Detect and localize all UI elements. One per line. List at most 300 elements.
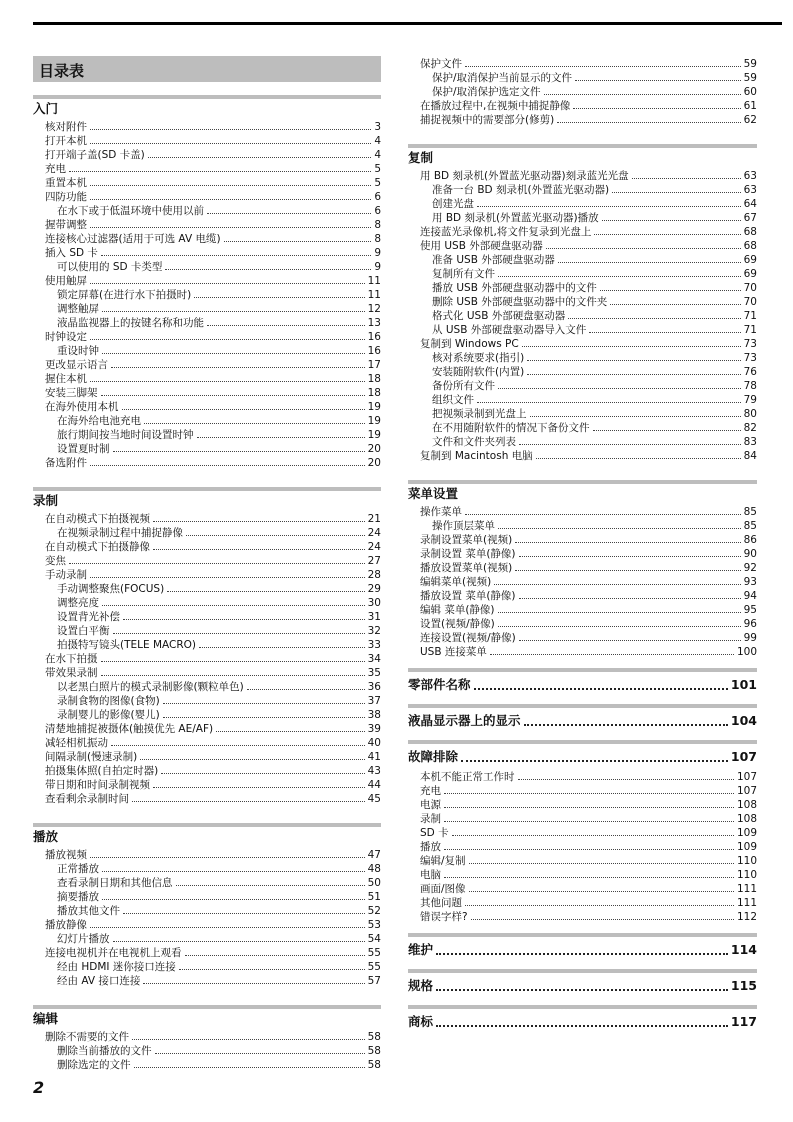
toc-entry-page: 61 — [743, 100, 757, 112]
toc-entry[interactable] — [33, 1058, 381, 1072]
toc-entry[interactable] — [33, 708, 381, 722]
section-title[interactable] — [408, 747, 757, 767]
toc-entry[interactable] — [408, 85, 757, 99]
toc-entry-label: 查看剩余录制时间 — [45, 793, 129, 805]
toc-entry[interactable] — [408, 183, 757, 197]
toc-entry-label: 复制到 Macintosh 电脑 — [420, 450, 533, 462]
toc-entry-page: 86 — [743, 534, 757, 546]
dot-leader — [163, 703, 365, 704]
toc-entry[interactable] — [408, 393, 757, 407]
toc-entry[interactable] — [408, 854, 757, 868]
page-number: 2 — [33, 1078, 45, 1097]
toc-entry[interactable] — [33, 134, 381, 148]
toc-entry-label: 录制 — [420, 813, 441, 825]
toc-entry[interactable] — [33, 246, 381, 260]
toc-entry[interactable] — [408, 295, 757, 309]
toc-entry[interactable] — [408, 239, 757, 253]
dot-leader — [519, 444, 741, 445]
dot-leader — [148, 157, 372, 158]
dot-leader — [207, 213, 371, 214]
dot-leader — [102, 353, 365, 354]
toc-entry[interactable] — [408, 379, 757, 393]
toc-entry[interactable] — [33, 456, 381, 470]
toc-entry-label: 保护/取消保护选定文件 — [432, 86, 541, 98]
toc-entry-label: 备选附件 — [45, 457, 87, 469]
toc-entry-label: 用 BD 刻录机(外置蓝光驱动器)刻录蓝光光盘 — [420, 170, 629, 182]
dot-leader — [557, 122, 740, 123]
toc-entry-label: 格式化 USB 外部硬盘驱动器 — [432, 310, 566, 322]
toc-entry-label: 正常播放 — [57, 863, 99, 875]
section-title-label: 液晶显示器上的显示 — [408, 713, 521, 728]
toc-entry-page: 39 — [367, 723, 381, 735]
toc-entry[interactable] — [408, 435, 757, 449]
toc-section — [33, 95, 381, 470]
toc-entry-page: 111 — [736, 897, 757, 909]
toc-entry-label: 备份所有文件 — [432, 380, 495, 392]
section-rule — [33, 823, 381, 827]
toc-entry-page: 60 — [743, 86, 757, 98]
toc-entry[interactable] — [408, 337, 757, 351]
toc-entry[interactable] — [33, 288, 381, 302]
toc-entry-page: 18 — [367, 387, 381, 399]
toc-entry[interactable] — [408, 603, 757, 617]
toc-entry-label: 从 USB 外部硬盘驱动器导入文件 — [432, 324, 587, 336]
toc-entry-label: 调整触屏 — [57, 303, 99, 315]
dot-leader — [216, 731, 365, 732]
section-page-number: 117 — [730, 1014, 757, 1029]
toc-entry[interactable] — [33, 610, 381, 624]
toc-entry-page: 54 — [367, 933, 381, 945]
toc-entry-page: 80 — [743, 408, 757, 420]
toc-entry-page: 9 — [374, 247, 381, 259]
toc-entry[interactable] — [33, 176, 381, 190]
toc-entry-page: 59 — [743, 58, 757, 70]
dot-leader — [69, 563, 365, 564]
toc-entry-page: 4 — [374, 135, 381, 147]
toc-entry-label: 手动录制 — [45, 569, 87, 581]
toc-entry[interactable] — [408, 421, 757, 435]
toc-entry-label: 本机不能正常工作时 — [420, 771, 515, 783]
dot-leader — [527, 374, 740, 375]
toc-entry[interactable] — [33, 554, 381, 568]
toc-entry-page: 94 — [743, 590, 757, 602]
toc-entry-page: 11 — [367, 275, 381, 287]
toc-entry[interactable] — [408, 449, 757, 463]
toc-entry[interactable] — [33, 694, 381, 708]
toc-entry-page: 109 — [736, 841, 757, 853]
toc-entry-page: 90 — [743, 548, 757, 560]
toc-section — [408, 1005, 757, 1032]
toc-entry[interactable] — [33, 540, 381, 554]
toc-entry[interactable] — [408, 505, 757, 519]
toc-entry[interactable] — [33, 582, 381, 596]
section-title[interactable] — [408, 1012, 757, 1032]
section-page-number: 107 — [730, 749, 757, 764]
toc-entry[interactable] — [33, 400, 381, 414]
dot-leader — [101, 255, 371, 256]
toc-entry-page: 18 — [367, 373, 381, 385]
toc-entry-page: 67 — [743, 212, 757, 224]
toc-entry-page: 20 — [367, 457, 381, 469]
toc-entry-page: 59 — [743, 72, 757, 84]
section-title-label: 复制 — [408, 150, 434, 165]
toc-entry[interactable] — [33, 204, 381, 218]
toc-entry[interactable] — [33, 372, 381, 386]
toc-entry[interactable] — [33, 596, 381, 610]
toc-entry[interactable] — [33, 190, 381, 204]
toc-entry[interactable] — [408, 617, 757, 631]
toc-entry-label: 组织文件 — [432, 394, 474, 406]
dot-leader — [568, 318, 740, 319]
toc-entry-page: 12 — [367, 303, 381, 315]
toc-entry[interactable] — [408, 197, 757, 211]
toc-entry[interactable] — [33, 792, 381, 806]
toc-entry[interactable] — [408, 868, 757, 882]
toc-entry-label: 更改显示语言 — [45, 359, 108, 371]
toc-entry-page: 71 — [743, 310, 757, 322]
toc-entry[interactable] — [408, 575, 757, 589]
toc-entry-label: 清楚地捕捉被摄体(触摸优先 AE/AF) — [45, 723, 214, 735]
toc-entry-label: 保护/取消保护当前显示的文件 — [432, 72, 573, 84]
section-title[interactable] — [408, 711, 757, 731]
toc-entry[interactable] — [33, 330, 381, 344]
section-title[interactable] — [408, 675, 757, 695]
toc-entry[interactable] — [33, 624, 381, 638]
dot-leader — [519, 640, 741, 641]
toc-entry[interactable] — [33, 162, 381, 176]
toc-entry-page: 62 — [743, 114, 757, 126]
section-title-label: 菜单设置 — [408, 486, 459, 501]
dot-leader — [558, 262, 741, 263]
toc-entry[interactable] — [33, 722, 381, 736]
toc-entry[interactable] — [408, 267, 757, 281]
dot-leader — [90, 143, 371, 144]
dot-leader — [477, 402, 741, 403]
dot-leader — [102, 311, 365, 312]
dot-leader — [247, 689, 365, 690]
toc-entry[interactable] — [408, 631, 757, 645]
dot-leader — [527, 360, 740, 361]
toc-entry-page: 8 — [374, 233, 381, 245]
toc-entry[interactable] — [408, 910, 757, 924]
toc-entry[interactable] — [408, 309, 757, 323]
toc-entry[interactable] — [33, 974, 381, 988]
dot-leader — [144, 423, 365, 424]
toc-entry[interactable] — [408, 253, 757, 267]
toc-section — [408, 480, 757, 659]
toc-entry[interactable] — [33, 386, 381, 400]
dot-leader — [161, 773, 364, 774]
toc-entry[interactable] — [33, 568, 381, 582]
section-page-number: 101 — [730, 677, 757, 692]
toc-entry[interactable] — [408, 519, 757, 533]
toc-entry-page: 83 — [743, 436, 757, 448]
toc-entry[interactable] — [33, 218, 381, 232]
section-rule — [408, 1005, 757, 1009]
section-title[interactable] — [408, 940, 757, 960]
toc-entry[interactable] — [33, 904, 381, 918]
toc-section — [408, 933, 757, 960]
dot-leader — [90, 339, 365, 340]
toc-entry-page: 95 — [743, 604, 757, 616]
toc-entry-label: 设置白平衡 — [57, 625, 110, 637]
dot-leader — [90, 381, 365, 382]
toc-entry-page: 52 — [367, 905, 381, 917]
dot-leader — [123, 913, 365, 914]
toc-entry[interactable] — [33, 918, 381, 932]
toc-entry-page: 16 — [367, 331, 381, 343]
toc-entry-label: 核对附件 — [45, 121, 87, 133]
toc-entry-label: 录制食物的图像(食物) — [57, 695, 160, 707]
dot-leader — [153, 787, 365, 788]
toc-entry[interactable] — [33, 890, 381, 904]
toc-entry[interactable] — [408, 281, 757, 295]
toc-entry-label: 锁定屏幕(在进行水下拍摄时) — [57, 289, 192, 301]
toc-entry-page: 64 — [743, 198, 757, 210]
toc-entry-label: 在水下或于低温环境中使用以前 — [57, 205, 204, 217]
dot-leader — [452, 835, 734, 836]
toc-entry[interactable] — [408, 533, 757, 547]
toc-entry[interactable] — [33, 442, 381, 456]
toc-entry-page: 110 — [736, 869, 757, 881]
dot-leader — [436, 989, 728, 991]
toc-entry[interactable] — [33, 232, 381, 246]
section-title-label: 商标 — [408, 1014, 434, 1029]
toc-entry-label: 播放静像 — [45, 919, 87, 931]
toc-entry[interactable] — [408, 798, 757, 812]
toc-entry[interactable] — [33, 358, 381, 372]
toc-entry[interactable] — [408, 896, 757, 910]
toc-entry-page: 78 — [743, 380, 757, 392]
toc-entry[interactable] — [408, 589, 757, 603]
toc-entry-label: 文件和文件夹列表 — [432, 436, 516, 448]
toc-entry[interactable] — [408, 784, 757, 798]
toc-entry[interactable] — [33, 862, 381, 876]
dot-leader — [465, 905, 734, 906]
dot-leader — [477, 206, 741, 207]
dot-leader — [113, 941, 365, 942]
toc-entry-page: 85 — [743, 506, 757, 518]
toc-entry-label: 安装三脚架 — [45, 387, 98, 399]
toc-entry-label: 在自动模式下拍摄静像 — [45, 541, 150, 553]
toc-entry-page: 30 — [367, 597, 381, 609]
toc-entry[interactable] — [408, 211, 757, 225]
toc-entry[interactable] — [33, 274, 381, 288]
dot-leader — [444, 849, 734, 850]
toc-entry[interactable] — [33, 302, 381, 316]
toc-entry-page: 50 — [367, 877, 381, 889]
dot-leader — [610, 304, 740, 305]
dot-leader — [436, 1025, 728, 1027]
toc-entry[interactable] — [408, 169, 757, 183]
toc-entry-label: 电源 — [420, 799, 441, 811]
toc-entry-label: 编辑/复制 — [420, 855, 466, 867]
toc-entry[interactable] — [33, 526, 381, 540]
toc-entry[interactable] — [33, 848, 381, 862]
toc-entry-page: 29 — [367, 583, 381, 595]
toc-entry-page: 71 — [743, 324, 757, 336]
toc-entry-label: 在播放过程中,在视频中捕捉静像 — [420, 100, 571, 112]
dot-leader — [163, 717, 365, 718]
toc-entry-label: 四防功能 — [45, 191, 87, 203]
toc-entry[interactable] — [408, 323, 757, 337]
toc-entry-page: 20 — [367, 443, 381, 455]
toc-entry[interactable] — [33, 148, 381, 162]
toc-entry-page: 5 — [374, 163, 381, 175]
dot-leader — [123, 619, 365, 620]
toc-entry[interactable] — [33, 932, 381, 946]
toc-entry[interactable] — [408, 645, 757, 659]
dot-leader — [494, 584, 740, 585]
toc-entry[interactable] — [33, 344, 381, 358]
toc-entry[interactable] — [33, 960, 381, 974]
dot-leader — [122, 409, 365, 410]
toc-entry-label: 删除 USB 外部硬盘驱动器中的文件夹 — [432, 296, 608, 308]
toc-entry[interactable] — [408, 561, 757, 575]
toc-entry[interactable] — [33, 414, 381, 428]
dot-leader — [111, 367, 365, 368]
toc-entry-label: 查看录制日期和其他信息 — [57, 877, 173, 889]
dot-leader — [101, 661, 365, 662]
dot-leader — [444, 877, 734, 878]
toc-entry[interactable] — [33, 316, 381, 330]
toc-entry[interactable] — [33, 736, 381, 750]
toc-entry-page: 58 — [367, 1059, 381, 1071]
toc-entry-label: 插入 SD 卡 — [45, 247, 98, 259]
toc-entry[interactable] — [408, 71, 757, 85]
toc-entry-page: 31 — [367, 611, 381, 623]
toc-entry-label: 删除不需要的文件 — [45, 1031, 129, 1043]
toc-entry-label: 删除选定的文件 — [57, 1059, 131, 1071]
section-title — [33, 100, 381, 118]
dot-leader — [207, 325, 365, 326]
toc-entry[interactable] — [33, 778, 381, 792]
dot-leader — [612, 192, 740, 193]
toc-entry-page: 69 — [743, 268, 757, 280]
dot-leader — [589, 332, 740, 333]
toc-entry-page: 8 — [374, 219, 381, 231]
dot-leader — [515, 570, 740, 571]
dot-leader — [90, 857, 365, 858]
toc-entry[interactable] — [408, 351, 757, 365]
toc-entry-page: 84 — [743, 450, 757, 462]
toc-entry-label: 在视频录制过程中捕捉静像 — [57, 527, 183, 539]
toc-section — [408, 668, 757, 695]
section-title[interactable] — [408, 976, 757, 996]
toc-entry[interactable] — [408, 57, 757, 71]
dot-leader — [113, 451, 365, 452]
dot-leader — [474, 688, 728, 690]
toc-entry-label: 把视频录制到光盘上 — [432, 408, 527, 420]
dot-leader — [90, 185, 371, 186]
toc-entry[interactable] — [408, 812, 757, 826]
toc-entry-label: 在海外给电池充电 — [57, 415, 141, 427]
toc-entry-label: 设置夏时制 — [57, 443, 110, 455]
toc-entry[interactable] — [33, 652, 381, 666]
toc-entry-label: 减轻相机振动 — [45, 737, 108, 749]
toc-entry[interactable] — [33, 680, 381, 694]
toc-entry-label: 在水下拍摄 — [45, 653, 98, 665]
toc-entry[interactable] — [33, 428, 381, 442]
toc-entry-page: 55 — [367, 961, 381, 973]
toc-entry-label: 充电 — [420, 785, 441, 797]
toc-entry[interactable] — [33, 638, 381, 652]
dot-leader — [155, 1053, 365, 1054]
toc-entry[interactable] — [408, 113, 757, 127]
toc-entry-label: 设置背光补偿 — [57, 611, 120, 623]
toc-entry[interactable] — [33, 764, 381, 778]
toc-entry-label: 幻灯片播放 — [57, 933, 110, 945]
toc-entry[interactable] — [33, 666, 381, 680]
section-rule — [408, 668, 757, 672]
toc-entry[interactable] — [408, 840, 757, 854]
dot-leader — [498, 612, 741, 613]
toc-entry-page: 58 — [367, 1045, 381, 1057]
toc-entry-label: 握带调整 — [45, 219, 87, 231]
toc-entry[interactable] — [408, 826, 757, 840]
toc-entry[interactable] — [33, 512, 381, 526]
dot-leader — [536, 458, 741, 459]
toc-entry[interactable] — [408, 547, 757, 561]
toc-entry-label: 时钟设定 — [45, 331, 87, 343]
toc-entry[interactable] — [33, 120, 381, 134]
dot-leader — [465, 66, 741, 67]
toc-entry[interactable] — [408, 882, 757, 896]
toc-entry[interactable] — [33, 946, 381, 960]
dot-leader — [143, 983, 364, 984]
dot-leader — [90, 129, 371, 130]
toc-entry[interactable] — [408, 225, 757, 239]
section-title — [33, 828, 381, 846]
section-title-label: 入门 — [33, 101, 59, 116]
toc-entry-page: 70 — [743, 282, 757, 294]
toc-entry-label: 播放设置菜单(视频) — [420, 562, 513, 574]
toc-entry[interactable] — [408, 365, 757, 379]
toc-entry-label: 播放设置 菜单(静像) — [420, 590, 516, 602]
toc-section — [408, 57, 757, 127]
toc-entry-page: 85 — [743, 520, 757, 532]
toc-entry-label: 在不用随附软件的情况下备份文件 — [432, 422, 590, 434]
toc-entry-page: 19 — [367, 415, 381, 427]
dot-leader — [165, 269, 371, 270]
toc-entry[interactable] — [408, 407, 757, 421]
toc-entry-page: 32 — [367, 625, 381, 637]
dot-leader — [194, 297, 364, 298]
dot-leader — [101, 675, 365, 676]
toc-entry-page: 76 — [743, 366, 757, 378]
dot-leader — [90, 199, 371, 200]
toc-entry[interactable] — [33, 876, 381, 890]
toc-entry[interactable] — [33, 1030, 381, 1044]
dot-leader — [519, 598, 741, 599]
toc-entry-label: 手动调整聚焦(FOCUS) — [57, 583, 165, 595]
toc-entry[interactable] — [408, 770, 757, 784]
toc-entry-label: 握住本机 — [45, 373, 87, 385]
toc-entry[interactable] — [33, 260, 381, 274]
dot-leader — [101, 395, 365, 396]
toc-entry-label: 带效果录制 — [45, 667, 98, 679]
toc-entry[interactable] — [33, 750, 381, 764]
dot-leader — [90, 283, 365, 284]
toc-entry[interactable] — [33, 1044, 381, 1058]
section-title-label: 录制 — [33, 493, 59, 508]
toc-entry-page: 45 — [367, 793, 381, 805]
toc-entry-page: 33 — [367, 639, 381, 651]
toc-entry-label: 准备一台 BD 刻录机(外置蓝光驱动器) — [432, 184, 610, 196]
toc-entry-label: 拍摄特写镜头(TELE MACRO) — [57, 639, 197, 651]
toc-entry[interactable] — [408, 99, 757, 113]
toc-entry-page: 37 — [367, 695, 381, 707]
